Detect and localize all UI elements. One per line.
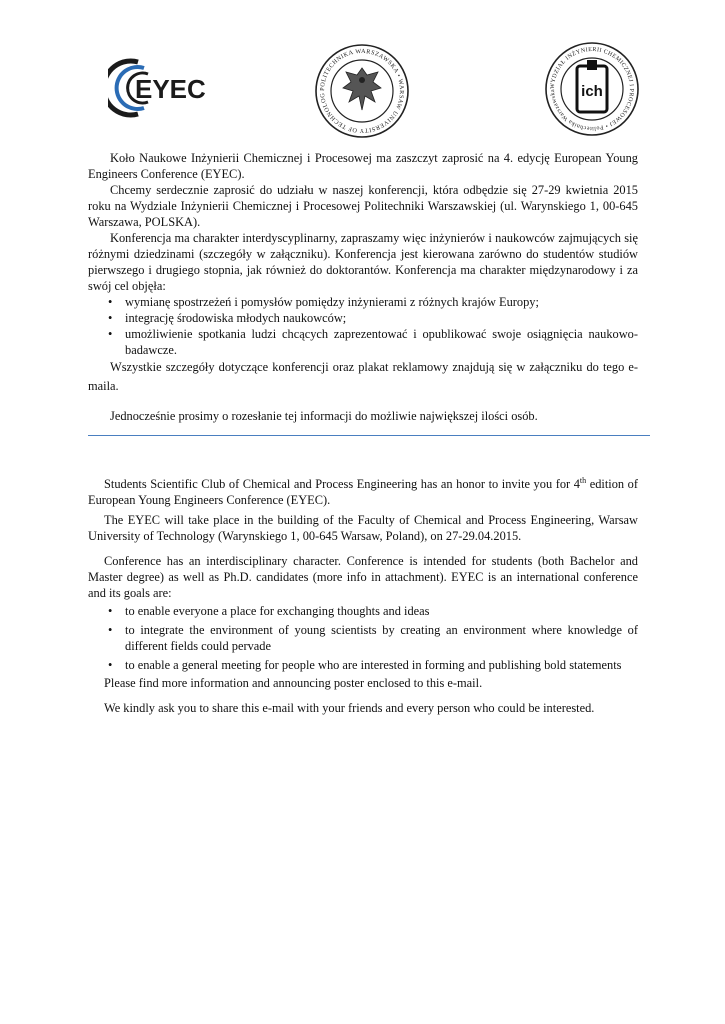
list-item: • to enable everyone a place for exchanging thoughts and ideas (88, 603, 638, 619)
warsaw-university-seal (313, 42, 411, 140)
english-paragraph-2: The EYEC will take place in the building of the Faculty of Chemical and Process Engineering, Warsaw University of Technology (Warynskiego 1, 00-645 Warsaw, Poland), on 27-29.04.2015. (88, 513, 638, 544)
english-paragraph-5: We kindly ask you to share this e-mail with your friends and every person who could be interested. (104, 701, 595, 716)
section-divider (88, 435, 650, 436)
polish-paragraph-4: Wszystkie szczegóły dotyczące konferencji oraz plakat reklamowy znajdują się w załączniku do tego e-maila. (88, 360, 638, 393)
list-item: • umożliwienie spotkania ludzi chcących zaprezentować i opublikować swoje osiągnięcia naukowo-badawcze. (88, 326, 638, 358)
english-paragraph-3: Conference has an interdisciplinary character. Conference is intended for students (both Bachelor and Master degree) as well as Ph.D. candidates (more info in attachment). EYEC is an international conference and its goals are: (88, 554, 638, 601)
list-item: • to enable a general meeting for people who are interested in forming and publishing bold statements (88, 657, 638, 673)
faculty-seal-mark: ich (581, 83, 603, 100)
english-goals-list (88, 603, 638, 673)
faculty-seal (543, 40, 641, 138)
list-item: • integrację środowiska młodych naukowców; (88, 310, 638, 326)
english-paragraph-1-text: Students Scientific Club of Chemical and Process Engineering has an honor to invite you for 4 (104, 477, 580, 492)
eyec-logo (108, 56, 228, 120)
list-item: • to integrate the environment of young scientists by creating an environment where knowledge of different fields could pervade (88, 622, 638, 654)
polish-goals-list (88, 294, 638, 358)
polish-paragraph-1: Koło Naukowe Inżynierii Chemicznej i Procesowej ma zaszczyt zaprosić na 4. edycję European Young Engineers Conference (EYEC). (88, 151, 638, 181)
polish-paragraph-5: Jednocześnie prosimy o rozesłanie tej informacji do możliwie największej ilości osób. (110, 409, 538, 423)
english-paragraph-1 (88, 473, 638, 508)
english-section (88, 473, 638, 716)
polish-paragraph-3: Konferencja ma charakter interdyscyplinarny, zapraszamy więc inżynierów i naukowców zajmujących się różnymi dziedzinami (szczegóły w załączniku). Konferencja jest kierowana zarówno do studentów studiów pierwszego i drugiego stopnia, jak również do doktorantów. Konferencja ma charakter międzynarodowy i za swój cel objęła: (88, 231, 638, 293)
polish-section (88, 150, 638, 424)
english-paragraph-1-tail: edition of European Young Engineers Conference (EYEC). (88, 477, 638, 508)
list-item: • wymianę spostrzeżeń i pomysłów pomiędzy inżynierami z różnych krajów Europy; (88, 294, 638, 310)
polish-paragraph-2: Chcemy serdecznie zaprosić do udziału w naszej konferencji, która odbędzie się 27-29 kwietnia 2015 roku na Wydziale Inżynierii Chemicznej i Procesowej Politechniki Warszawskiej (ul. Warynskiego 1, 00-645 Warszawa, POLSKA). (88, 183, 638, 229)
faculty-seal-text: WYDZIAŁ INŻYNIERII CHEMICZNEJ I PROCESOWEJ • Politechnika Warszawska (549, 46, 635, 132)
warsaw-university-seal-text: POLITECHNIKA WARSZAWSKA • WARSAW UNIVERSITY OF TECHNOLOG (318, 47, 406, 135)
eyec-logo-text: EYEC (135, 74, 206, 104)
english-paragraph-4: Please find more information and announcing poster enclosed to this e-mail. (104, 676, 483, 691)
ordinal-suffix: th (579, 476, 587, 485)
